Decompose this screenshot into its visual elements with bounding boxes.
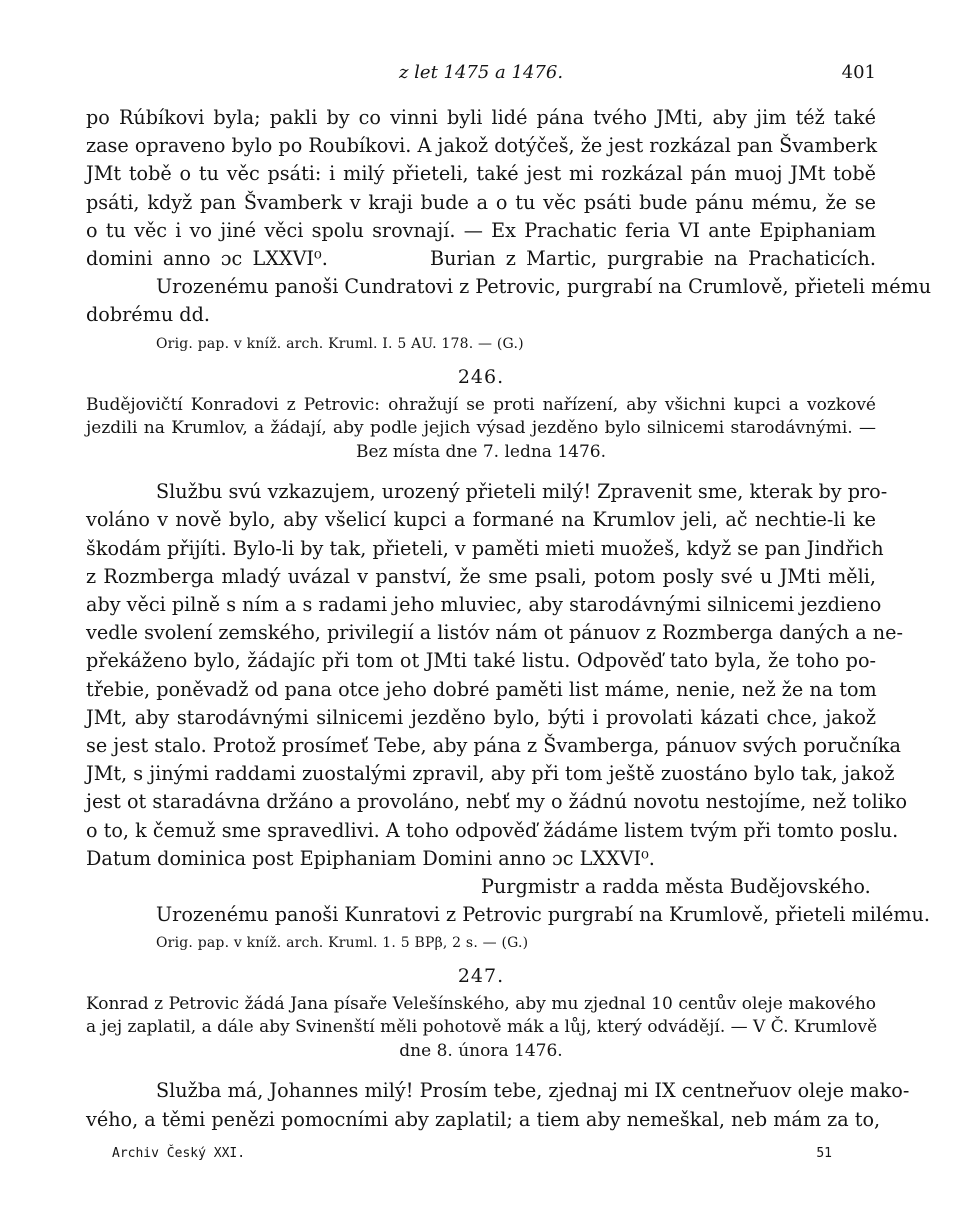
source-note: Orig. pap. v kníž. arch. Kruml. I. 5 AU. 178. — (G.) — [156, 335, 524, 352]
address-line: Urozenému panoši Kunratovi z Petrovic purgrabí na Krumlově, přieteli milému. — [156, 902, 931, 926]
regest-line: Konrad z Petrovic žádá Jana písaře Velešínského, aby mu zjednal 10 centův oleje makového — [86, 993, 876, 1014]
regest-date: dne 8. února 1476. — [399, 1040, 563, 1061]
letter-text — [86, 478, 908, 873]
text-line: vedle svolení zemského, privilegií a listóv nám ot pánuov z Rozmberga daných a ne- — [86, 621, 903, 645]
text-line: aby věci pilně s ním a s radami jeho mluviec, aby starodávnými silnicemi jezdieno — [86, 592, 882, 616]
regest-line: Budějovičtí Konradovi z Petrovic: ohražují se proti nařízení, aby všichni kupci a vozkové — [86, 394, 876, 415]
text-line: třebie, poněvadž od pana otce jeho dobré paměti list máme, nenie, než že na tom — [86, 677, 877, 701]
text-line: z Rozmberga mladý uvázal v panství, že sme psali, potom posly své u JMti měli, — [86, 564, 876, 588]
archive-signature: Archiv Český XXI. — [112, 1146, 246, 1161]
text-line: po Rúbíkovi byla; pakli by co vinni byli lidé pána tvého JMti, aby jim též také — [86, 106, 876, 129]
page-header — [86, 62, 876, 86]
page-body — [86, 104, 932, 1134]
document-number: 247. — [457, 964, 505, 987]
text-line: psáti, když pan Švamberk v kraji bude a o tu věc psáti bude pánu mému, že se — [86, 190, 876, 214]
text-line: škodám přijíti. Bylo-li by tak, přieteli, v paměti mieti muožeš, když se pan Jindřich — [86, 536, 884, 560]
text-line: JMt, aby starodávnými silnicemi jezděno bylo, býti i provolati kázati chce, jakož — [86, 705, 876, 729]
running-title: z let 1475 a 1476. — [398, 62, 564, 83]
address-line: Urozenému panoši Cundratovi z Petrovic, purgrabí na Crumlově, přieteli mému — [156, 275, 932, 299]
regest-date: Bez místa dne 7. ledna 1476. — [355, 441, 607, 462]
text-line: Služba má, Johannes milý! Prosím tebe, zjednaj mi IX centneřuov oleje mako- — [156, 1079, 910, 1103]
prev-letter-address — [86, 273, 932, 329]
regest — [86, 394, 876, 465]
text-line: JMt tobě o tu věc psáti: i milý přieteli, také jest mi rozkázal pán muoj JMt tobě — [86, 162, 876, 186]
address-line: dobrému dd. — [86, 303, 210, 327]
text-line: se jest stalo. Protož prosímeť Tebe, aby pána z Švamberga, pánuov svých poručníka — [86, 733, 901, 757]
regest-line: a jej zaplatil, a dále aby Svinenští měli pohotově mák a lůj, který odvádějí. — V Č. Krumlově — [86, 1017, 878, 1038]
text-line: o to, k čemuž sme spravedlivi. A toho odpověď žádáme listem tvým při tomto poslu. — [86, 818, 899, 842]
text-line: JMt, s jinými raddami zuostalými zpravil, aby při tom ještě zuostáno bylo tak, jakož — [86, 762, 895, 786]
regest — [86, 993, 876, 1064]
sheet-number: 51 — [816, 1146, 832, 1161]
text-line: zase opraveno bylo po Roubíkovi. A jakož dotýčeš, že jest rozkázal pan Švamberk — [86, 134, 878, 158]
text-line: voláno v nově bylo, aby všelicí kupci a formané na Krumlov jeli, ač nechtie-li ke — [86, 508, 876, 532]
signature: Purgmistr a radda města Budějovského. — [481, 874, 871, 898]
source-note: Orig. pap. v kníž. arch. Kruml. 1. 5 BPβ, 2 s. — (G.) — [156, 934, 529, 951]
text-line: o tu věc i vo jiné věci spolu srovnají. — Ex Prachatic feria VI ante Epiphaniam — [86, 218, 876, 242]
regest-line: jezdili na Krumlov, a žádají, aby podle jejich výsad jezděno bylo silnicemi starodávnými. — — [86, 418, 876, 439]
text-line: překáženo bylo, žádajíc při tom ot JMti také listu. Odpověď tato byla, že toho po- — [86, 649, 876, 673]
letter-text — [86, 1077, 910, 1133]
text-line: jest ot staradávna držáno a provoláno, nebť my o žádnú novotu nestojíme, než toliko — [86, 790, 908, 814]
text-line: vého, a těmi penězi pomocními aby zaplatil; a tiem aby nemeškal, neb mám za to, — [86, 1107, 881, 1131]
page-number: 401 — [841, 62, 876, 83]
document-number: 246. — [457, 365, 505, 388]
prev-letter-text — [86, 104, 876, 273]
text-line: Datum dominica post Epiphaniam Domini anno ɔc LXXVI⁰. — [86, 846, 655, 870]
text-line: Službu svú vzkazujem, urozený přieteli milý! Zpravenit sme, kterak by pro- — [156, 480, 888, 504]
text-line: domini anno ɔc LXXVI⁰. Burian z Martic, purgrabie na Prachaticích. — [86, 247, 876, 271]
